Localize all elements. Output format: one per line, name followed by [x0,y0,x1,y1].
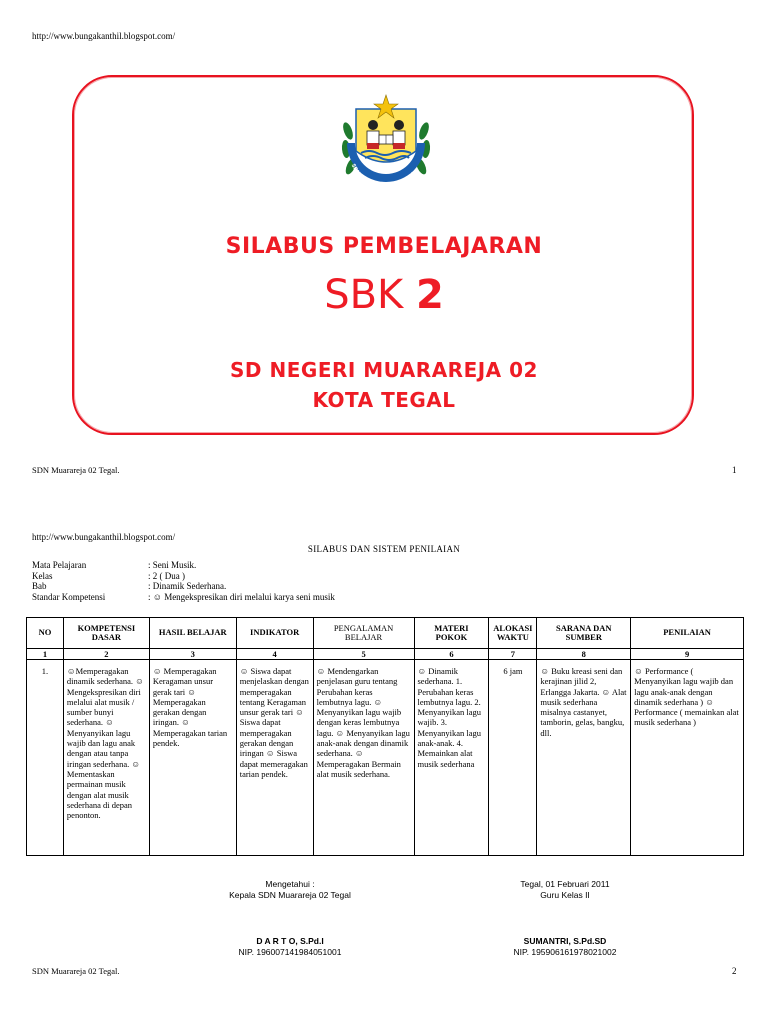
sign-left-line1: Mengetahui : [265,879,315,889]
info-value: : Dinamik Sederhana. [148,581,227,591]
page1-footer: SDN Muarareja 02 Tegal. [32,465,120,475]
header-materi: MATERI POKOK [414,618,489,649]
sign-left-line2: Kepala SDN Muarareja 02 Tegal [229,890,351,900]
cell-kompetensi: ☺Memperagakan dinamik sederhana. ☺Mengekspresikan diri melalui alat musik / sumber bunyi sederhana. ☺ Menyanyikan lagu wajib dan lagu anak dengan atau tanpa iringan sederhana. ☺ Mementaskan permainan musik dengan alat musik sederhana di depan penonton. [63,660,149,856]
header-sarana: SARANA DAN SUMBER [537,618,631,649]
sign-right-name: SUMANTRI, S.Pd.SD [523,936,607,946]
cover-subject-prefix: SBK [324,272,416,318]
info-row-standard [32,592,335,603]
header-alokasi: ALOKASI WAKTU [489,618,537,649]
col-number: 5 [313,649,414,660]
cell-pengalaman: ☺ Mendengarkan penjelasan guru tentang Perubahan keras lembutnya lagu. ☺ Menyanyikan lagu wajib dengan keras lembutnya lagu. ☺ Menyanyikan lagu anak-anak dengan dinamik sederhana. ☺Memperagakan Bermain alat musik sederhana. [313,660,414,856]
header-no: NO [27,618,64,649]
cover-subject-grade: 2 [415,272,444,318]
info-label: Bab [32,581,47,591]
info-value: : Seni Musik. [148,560,197,570]
sign-right-nip: NIP. 195906161978021002 [513,947,617,957]
page2-footer: SDN Muarareja 02 Tegal. [32,966,120,976]
sign-left-nip: NIP. 196007141984051001 [238,947,342,957]
info-row-class [32,571,335,582]
col-number: 1 [27,649,64,660]
sign-right-line2: Guru Kelas II [540,890,590,900]
info-label: Mata Pelajaran [32,560,87,570]
col-number: 6 [414,649,489,660]
page1-url[interactable]: http://www.bungakanthil.blogspot.com/ [32,31,176,41]
info-row-chapter [32,581,335,592]
header-kompetensi: KOMPETENSI DASAR [63,618,149,649]
page2-url[interactable]: http://www.bungakanthil.blogspot.com/ [32,532,176,542]
cover-subject [0,272,768,318]
school-emblem-icon [339,91,433,201]
sign-left-name: D A R T O, S.Pd.I [256,936,324,946]
page1-number: 1 [732,465,737,475]
cover-title: SILABUS PEMBELAJARAN [225,234,543,259]
cell-materi: ☺ Dinamik sederhana. 1. Perubahan keras lembutnya lagu. 2. Menyanyikan lagu wajib. 3. Menyanyikan lagu anak-anak. 4. Memainkan alat musik sederhana [414,660,489,856]
info-value: : ☺ Mengekspresikan diri melalui karya seni musik [148,591,335,602]
col-number: 7 [489,649,537,660]
info-row-subject [32,560,335,571]
col-number: 2 [63,649,149,660]
cover-city: KOTA TEGAL [312,388,456,412]
info-label: Kelas [32,570,53,581]
table-header-row [27,618,744,649]
header-indikator: INDIKATOR [236,618,313,649]
document-title: SILABUS DAN SISTEM PENILAIAN [307,544,461,554]
cell-no: 1. [27,660,64,856]
col-number: 3 [149,649,236,660]
cell-indikator: ☺ Siswa dapat menjelaskan dengan memperagakan tentang Keragaman unsur gerak tari ☺ Siswa dapat memperagakan gerakan dengan iringan ☺ Siswa dapat memeragakan tarian pendek. [236,660,313,856]
header-pengalaman: PENGALAMAN BELAJAR [313,618,414,649]
header-hasil: HASIL BELAJAR [149,618,236,649]
info-label: Standar Kompetensi [32,591,106,602]
column-number-row [27,649,744,660]
col-number: 8 [537,649,631,660]
cell-penilaian: ☺ Performance ( Menyanyikan lagu wajib dan lagu anak-anak dengan dinamik sederhana ) ☺ Performance ( memainkan alat musik sederhana ) [631,660,744,856]
syllabus-table [26,617,744,856]
cell-sarana: ☺ Buku kreasi seni dan kerajinan jilid 2, Erlangga Jakarta. ☺ Alat musik sederhana misalnya castanyet, tamborin, gelas, bangku, dll. [537,660,631,856]
col-number: 4 [236,649,313,660]
info-value: : 2 ( Dua ) [148,570,185,581]
header-penilaian: PENILAIAN [631,618,744,649]
table-row [27,660,744,856]
cell-alokasi: 6 jam [489,660,537,856]
emblem-ring-text: SDN MUARAREJA 02 TEGAL [349,162,418,191]
col-number: 9 [631,649,744,660]
cell-hasil: ☺ Memperagakan Keragaman unsur gerak tari ☺ Memperagakan gerakan dengan iringan. ☺ Memperagakan tarian pendek. [149,660,236,856]
sign-right-line1: Tegal, 01 Februari 2011 [520,879,610,889]
cover-school-name: SD NEGERI MUARAREJA 02 [230,358,538,382]
page2-number: 2 [732,966,737,976]
subject-info [32,560,335,602]
